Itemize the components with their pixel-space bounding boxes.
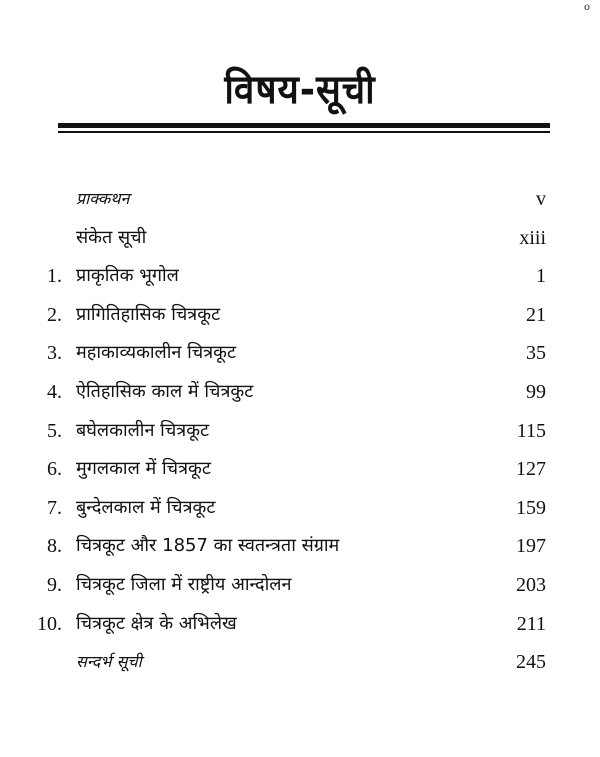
toc-entry-page: 245 [516, 651, 546, 674]
toc-entry-page: 127 [516, 458, 546, 481]
toc-entry-title: चित्रकूट और 1857 का स्वतन्त्रता संग्राम [76, 535, 340, 557]
page-title: विषय-सूची [224, 67, 376, 113]
toc-entry-title: प्राक्कथन [76, 189, 130, 208]
toc-entry-page: 115 [516, 419, 546, 442]
table-of-contents [0, 182, 600, 684]
toc-entry-page: 35 [526, 342, 546, 365]
toc-entry-page: 159 [516, 496, 546, 519]
toc-entry [0, 607, 600, 646]
title-rule-thin [58, 131, 550, 133]
toc-entry-title: ऐतिहासिक काल में चित्रकुट [76, 380, 254, 402]
corner-mark: o [583, 2, 590, 13]
toc-entry-title: महाकाव्यकालीन चित्रकूट [76, 342, 237, 364]
toc-entry-title: चित्रकूट क्षेत्र के अभिलेख [76, 612, 237, 634]
toc-entry-title: संकेत सूची [76, 226, 147, 248]
toc-entry-title: सन्दर्भ सूची [76, 652, 142, 672]
title-rule-thick [58, 123, 550, 128]
toc-entry [0, 221, 600, 260]
toc-entry [0, 375, 600, 414]
toc-entry-title: मुगलकाल में चित्रकूट [76, 458, 211, 480]
toc-entry [0, 568, 600, 607]
toc-entry [0, 182, 600, 221]
toc-entry-page: v [536, 188, 546, 210]
toc-entry-number: 2. [47, 303, 62, 326]
toc-entry-number: 5. [47, 419, 62, 442]
toc-entry-page: 1 [536, 265, 546, 288]
toc-entry-page: xiii [519, 226, 546, 249]
toc-entry [0, 336, 600, 375]
toc-entry [0, 645, 600, 684]
toc-entry-number: 3. [47, 342, 62, 365]
toc-entry [0, 529, 600, 568]
toc-entry-page: 203 [516, 573, 546, 596]
toc-entry-title: बुन्देलकाल में चित्रकूट [76, 496, 216, 518]
toc-entry [0, 259, 600, 298]
toc-entry-number: 1. [47, 265, 62, 288]
toc-entry-number: 6. [47, 458, 62, 481]
toc-entry-number: 10. [37, 612, 62, 635]
toc-entry-page: 21 [526, 303, 546, 326]
toc-entry-title: चित्रकूट जिला में राष्ट्रीय आन्दोलन [76, 573, 292, 595]
toc-entry [0, 298, 600, 337]
toc-entry [0, 414, 600, 453]
toc-entry [0, 452, 600, 491]
toc-entry [0, 491, 600, 530]
toc-entry-title: प्रागितिहासिक चित्रकूट [76, 303, 221, 325]
toc-entry-number: 7. [47, 496, 62, 519]
toc-entry-page: 211 [516, 612, 546, 635]
toc-entry-title: प्राकृतिक भूगोल [76, 265, 179, 287]
toc-entry-page: 99 [526, 380, 546, 403]
toc-entry-page: 197 [516, 535, 546, 558]
toc-entry-number: 4. [47, 380, 62, 403]
toc-entry-title: बघेलकालीन चित्रकूट [76, 419, 210, 441]
toc-entry-number: 9. [47, 573, 62, 596]
toc-entry-number: 8. [47, 535, 62, 558]
